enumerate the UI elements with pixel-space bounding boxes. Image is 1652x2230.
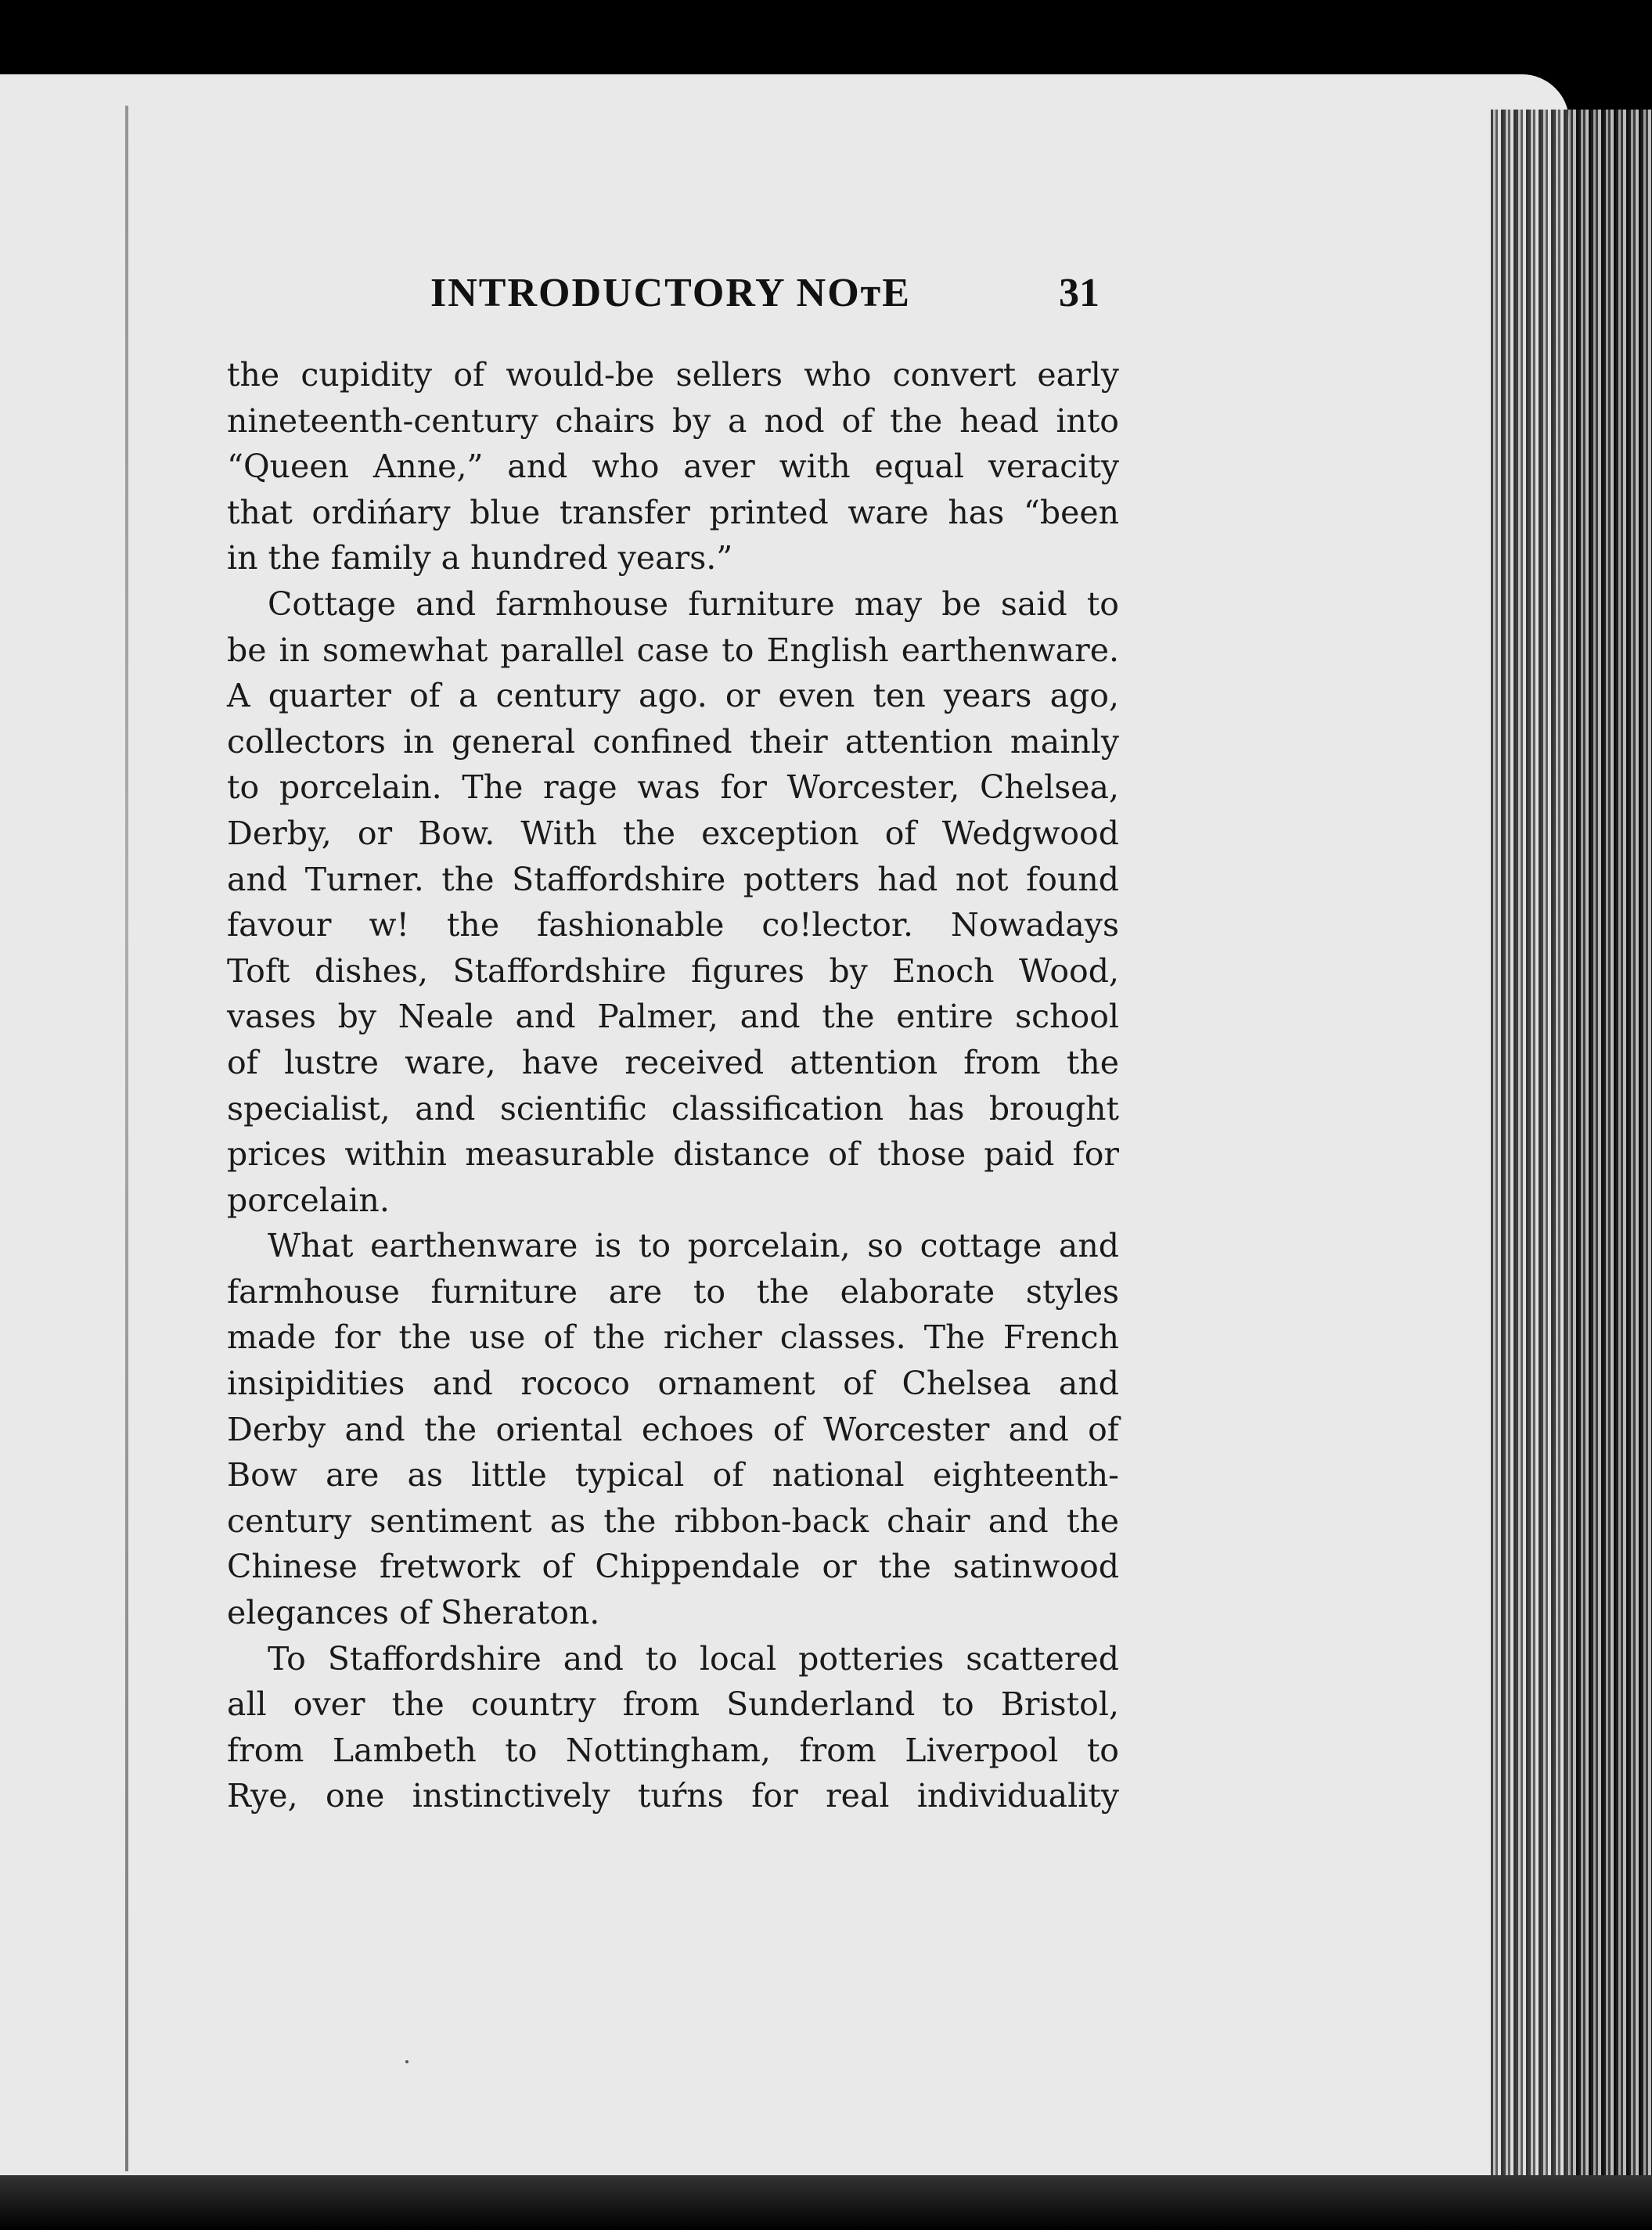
text-line: of lustre ware, have received attention from the: [227, 1043, 1119, 1081]
body-text: [227, 352, 1119, 1819]
text-line: century sentiment as the ribbon-back chair and the: [227, 1502, 1119, 1540]
paragraph: [227, 352, 1119, 581]
text-line: farmhouse furniture are to the elaborate styles: [227, 1272, 1119, 1311]
text-line: A quarter of a century ago. or even ten years ago,: [227, 677, 1119, 715]
text-line: vases by Neale and Palmer, and the entire school: [227, 998, 1119, 1036]
text-line: What earthenware is to porcelain, so cottage and: [268, 1227, 1119, 1265]
paragraph: [227, 1636, 1119, 1819]
text-line: the cupidity of would-be sellers who convert early: [227, 356, 1119, 394]
text-line: all over the country from Sunderland to Bristol,: [227, 1685, 1119, 1724]
text-line: that ordińary blue transfer printed ware has “been: [227, 493, 1119, 531]
book-bottom-edge: [0, 2175, 1652, 2230]
book-page-edges: [1491, 110, 1652, 2222]
text-line: To Staffordshire and to local potteries scattered: [268, 1639, 1119, 1678]
paper-speck: [405, 2060, 409, 2063]
text-line: and Turner. the Staffordshire potters had not found: [227, 860, 1119, 898]
text-line: Derby and the oriental echoes of Worcester and of: [227, 1410, 1119, 1448]
text-line: be in somewhat parallel case to English earthenware.: [227, 631, 1119, 669]
text-line: Cottage and farmhouse furniture may be said to: [268, 584, 1119, 623]
text-line: favour w! the fashionable co!lector. Nowadays: [227, 906, 1119, 944]
text-line: Rye, one instinctively tuŕns for real individuality: [227, 1777, 1119, 1815]
text-line: in the family a hundred years.”: [227, 539, 733, 577]
text-line: “Queen Anne,” and who aver with equal veracity: [227, 448, 1119, 486]
text-line: nineteenth-century chairs by a nod of the head into: [227, 401, 1119, 440]
text-line: prices within measurable distance of those paid for: [227, 1135, 1119, 1174]
text-line: porcelain.: [227, 1181, 390, 1219]
text-line: specialist, and scientific classification has brought: [227, 1089, 1119, 1128]
text-line: collectors in general confined their attention mainly: [227, 722, 1119, 761]
paragraph: [227, 1223, 1119, 1635]
gutter-shadow-line: [125, 106, 128, 2171]
running-head: [227, 270, 1119, 325]
text-line: made for the use of the richer classes. The French: [227, 1318, 1119, 1357]
text-line: Chinese fretwork of Chippendale or the satinwood: [227, 1548, 1119, 1586]
text-line: to porcelain. The rage was for Worcester, Chelsea,: [227, 768, 1119, 807]
text-line: from Lambeth to Nottingham, from Liverpool to: [227, 1731, 1119, 1769]
text-line: elegances of Sheraton.: [227, 1594, 600, 1632]
running-head-title: INTRODUCTORY NOтE: [430, 271, 911, 315]
page-number: 31: [1059, 271, 1100, 315]
text-line: Toft disheѕ, Staffordshire figures by Enoch Wood,: [227, 951, 1119, 990]
text-line: Derby, or Bow. With the exception of Wedgwood: [227, 814, 1119, 852]
text-line: Bow are as little typical of national eighteenth-: [227, 1456, 1119, 1494]
text-line: insipidities and rococo ornament of Chelsea and: [227, 1365, 1119, 1403]
paragraph: [227, 581, 1119, 1223]
